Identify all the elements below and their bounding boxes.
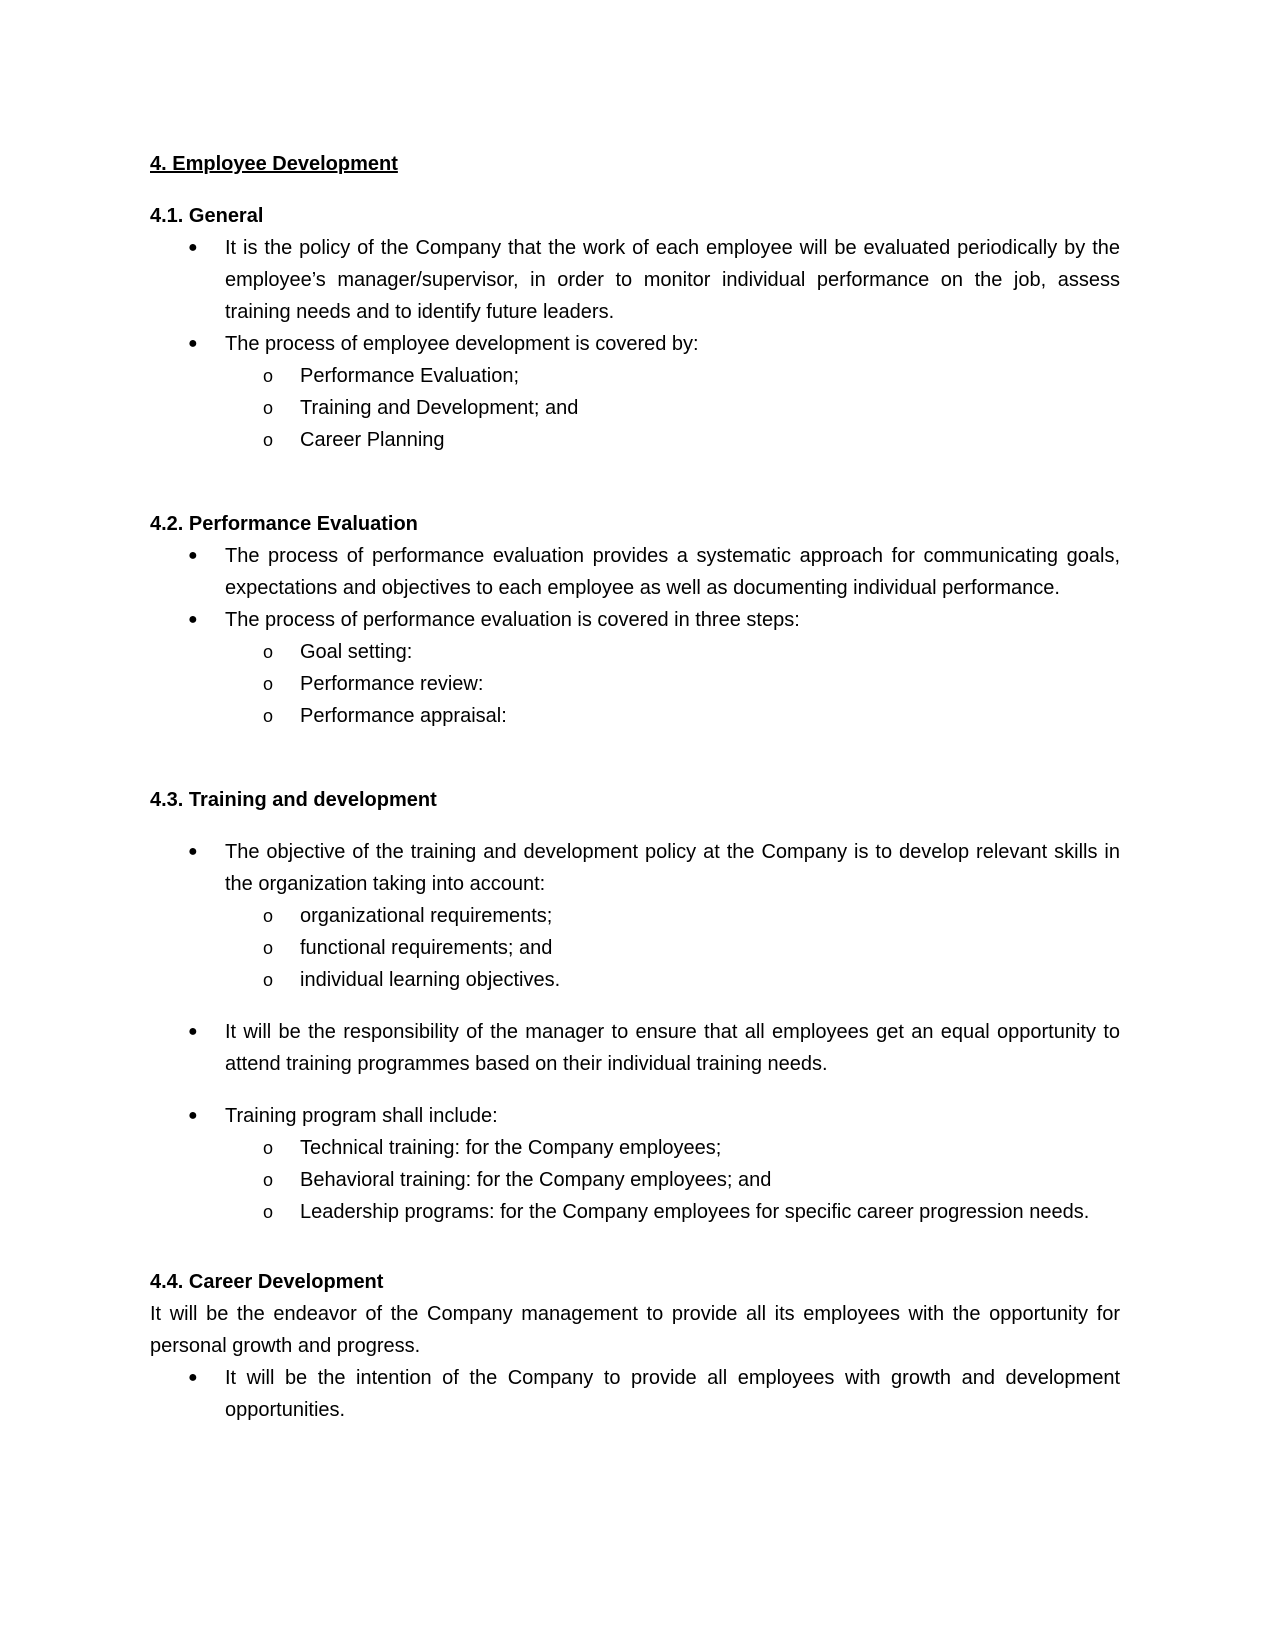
circle-bullet-icon: o <box>263 366 274 386</box>
sub-list-item <box>225 1132 1120 1164</box>
sub-list-item <box>225 700 1120 732</box>
sub-list-item-text: Performance Evaluation; <box>300 365 520 387</box>
list-item <box>150 604 1120 732</box>
bullet-icon: ● <box>188 843 198 860</box>
sub-list-item <box>225 424 1120 456</box>
section-heading-career: 4.4. Career Development <box>150 1271 384 1293</box>
sub-list-item <box>225 932 1120 964</box>
sub-list-item <box>225 668 1120 700</box>
bullet-icon: ● <box>188 335 198 352</box>
sub-list-item-text: individual learning objectives. <box>300 969 561 991</box>
sub-list-item <box>225 900 1120 932</box>
circle-bullet-icon: o <box>263 674 274 694</box>
sub-list-item <box>225 1196 1120 1228</box>
bullet-icon: ● <box>188 239 198 256</box>
spacer <box>150 180 1120 200</box>
sub-list-item <box>225 1164 1120 1196</box>
bullet-icon: ● <box>188 1107 198 1124</box>
section-heading-training: 4.3. Training and development <box>150 789 437 811</box>
sub-list-item <box>225 360 1120 392</box>
list-item-text: The process of performance evaluation provides a systematic approach for communicating goals, expectations and objectives to each employee as well as documenting individual performance. <box>225 545 1120 599</box>
spacer <box>150 456 1120 508</box>
sub-list-item <box>225 636 1120 668</box>
list-item <box>150 328 1120 456</box>
circle-bullet-icon: o <box>263 1138 274 1158</box>
bullet-icon: ● <box>188 611 198 628</box>
sub-list-item-text: Technical training: for the Company employees; <box>300 1137 722 1159</box>
bullet-icon: ● <box>188 1369 198 1386</box>
sub-list-item-text: Performance review: <box>300 673 484 695</box>
sub-list-item <box>225 964 1120 996</box>
performance-bullet-list <box>150 540 1120 732</box>
spacer <box>150 732 1120 784</box>
list-item-text: It is the policy of the Company that the work of each employee will be evaluated periodically by the employee’s manager/supervisor, in order to monitor individual performance on the job, assess training needs and to identify future leaders. <box>225 237 1120 323</box>
circle-bullet-icon: o <box>263 398 274 418</box>
circle-bullet-icon: o <box>263 906 274 926</box>
circle-bullet-icon: o <box>263 970 274 990</box>
sub-list-item-text: Performance appraisal: <box>300 705 507 727</box>
spacer <box>150 816 1120 836</box>
spacer <box>150 1080 1120 1100</box>
section-heading-performance: 4.2. Performance Evaluation <box>150 513 418 535</box>
spacer <box>150 1228 1120 1266</box>
training-sub-list <box>225 900 1120 996</box>
circle-bullet-icon: o <box>263 1202 274 1222</box>
list-item-text: The objective of the training and development policy at the Company is to develop relevant skills in the organization taking into account: <box>225 841 1120 895</box>
list-item <box>150 1362 1120 1426</box>
sub-list-item-text: Leadership programs: for the Company employees for specific career progression needs. <box>300 1201 1090 1223</box>
general-bullet-list <box>150 232 1120 456</box>
circle-bullet-icon: o <box>263 706 274 726</box>
list-item <box>150 1016 1120 1080</box>
sub-list-item-text: organizational requirements; <box>300 905 553 927</box>
spacer <box>150 996 1120 1016</box>
training-bullet-list <box>150 1016 1120 1080</box>
list-item-text: Training program shall include: <box>225 1105 498 1127</box>
document-body <box>150 148 1120 1426</box>
sub-list-item-text: Training and Development; and <box>300 397 579 419</box>
performance-sub-list <box>225 636 1120 732</box>
list-item <box>150 232 1120 328</box>
career-bullet-list <box>150 1362 1120 1426</box>
bullet-icon: ● <box>188 1023 198 1040</box>
list-item-text: It will be the intention of the Company to provide all employees with growth and development opportunities. <box>225 1367 1120 1421</box>
list-item <box>150 836 1120 996</box>
circle-bullet-icon: o <box>263 938 274 958</box>
sub-list-item-text: Behavioral training: for the Company employees; and <box>300 1169 772 1191</box>
sub-list-item-text: Career Planning <box>300 429 445 451</box>
general-sub-list <box>225 360 1120 456</box>
training-bullet-list <box>150 836 1120 996</box>
sub-list-item-text: functional requirements; and <box>300 937 553 959</box>
circle-bullet-icon: o <box>263 430 274 450</box>
list-item <box>150 1100 1120 1228</box>
training-bullet-list <box>150 1100 1120 1228</box>
training-program-sub-list <box>225 1132 1120 1228</box>
list-item-text: The process of employee development is covered by: <box>225 333 699 355</box>
career-paragraph: It will be the endeavor of the Company management to provide all its employees with the opportunity for personal growth and progress. <box>150 1303 1120 1357</box>
document-title: 4. Employee Development <box>150 153 398 175</box>
circle-bullet-icon: o <box>263 1170 274 1190</box>
list-item-text: It will be the responsibility of the manager to ensure that all employees get an equal opportunity to attend training programmes based on their individual training needs. <box>225 1021 1120 1075</box>
circle-bullet-icon: o <box>263 642 274 662</box>
sub-list-item <box>225 392 1120 424</box>
sub-list-item-text: Goal setting: <box>300 641 413 663</box>
bullet-icon: ● <box>188 547 198 564</box>
section-heading-general: 4.1. General <box>150 205 264 227</box>
list-item <box>150 540 1120 604</box>
list-item-text: The process of performance evaluation is covered in three steps: <box>225 609 800 631</box>
